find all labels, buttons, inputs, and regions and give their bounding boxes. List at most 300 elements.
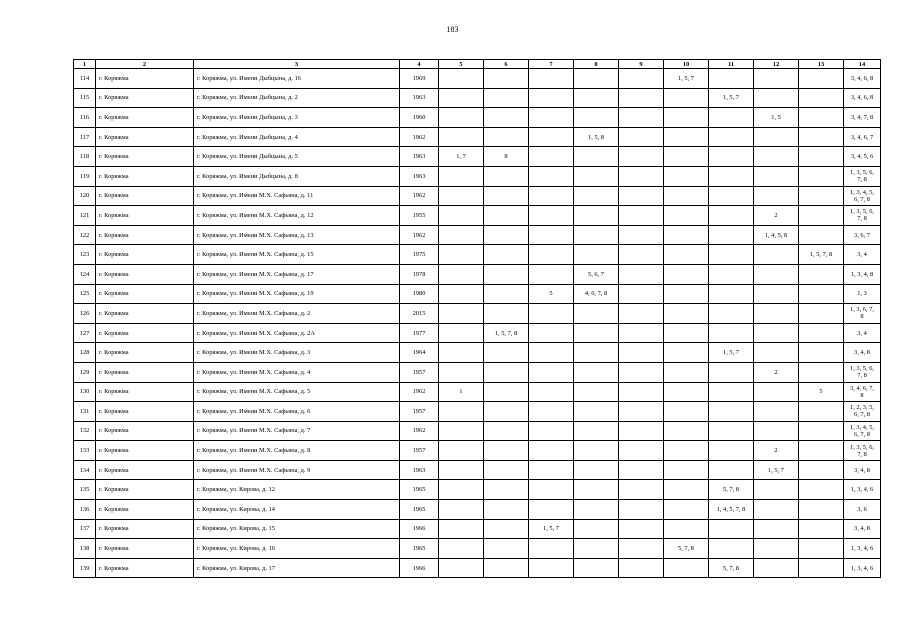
column-header-9: 9 — [619, 60, 664, 69]
table-cell-col13 — [799, 558, 844, 578]
column-header-6: 6 — [484, 60, 529, 69]
table-cell-col3: г. Коряжма, ул. Кирова, д. 12 — [194, 480, 400, 500]
table-cell-col4: 1962 — [400, 382, 439, 402]
table-cell-col2: г. Коряжма — [96, 147, 194, 167]
table-cell-col11 — [709, 304, 754, 324]
table-cell-col5 — [439, 343, 484, 363]
table-cell-col1: 128 — [74, 343, 96, 363]
column-header-1: 1 — [74, 60, 96, 69]
table-cell-col9 — [619, 519, 664, 539]
table-cell-col12 — [754, 323, 799, 343]
table-cell-col14: 3, 4 — [844, 323, 881, 343]
table-cell-col1: 132 — [74, 421, 96, 441]
table-cell-col7 — [529, 127, 574, 147]
table-cell-col3: г. Коряжма, ул. Имени М.Х. Сафьяна, д. 11 — [194, 186, 400, 206]
table-cell-col5 — [439, 127, 484, 147]
table-cell-col4: 1962 — [400, 186, 439, 206]
table-cell-col12 — [754, 69, 799, 89]
table-cell-col12 — [754, 304, 799, 324]
table-cell-col14: 1, 3, 4, 8 — [844, 264, 881, 284]
table-cell-col11 — [709, 323, 754, 343]
table-cell-col12: 2 — [754, 441, 799, 461]
table-cell-col2: г. Коряжма — [96, 362, 194, 382]
table-cell-col9 — [619, 323, 664, 343]
table-cell-col1: 134 — [74, 460, 96, 480]
table-cell-col10 — [664, 304, 709, 324]
table-cell-col13: 1, 5, 7, 8 — [799, 245, 844, 265]
table-cell-col13 — [799, 284, 844, 304]
table-cell-col3: г. Коряжма, ул. Имени М.Х. Сафьяна, д. 13 — [194, 225, 400, 245]
table-cell-col2: г. Коряжма — [96, 88, 194, 108]
table-cell-col11 — [709, 108, 754, 128]
table-cell-col8 — [574, 147, 619, 167]
table-cell-col14: 1, 3, 6, 7, 8 — [844, 304, 881, 324]
table-cell-col1: 121 — [74, 206, 96, 226]
table-cell-col2: г. Коряжма — [96, 519, 194, 539]
table-cell-col14: 1, 3 — [844, 284, 881, 304]
table-cell-col6 — [484, 402, 529, 422]
table-cell-col1: 133 — [74, 441, 96, 461]
table-cell-col7 — [529, 421, 574, 441]
table-cell-col4: 2015 — [400, 304, 439, 324]
table-cell-col10 — [664, 480, 709, 500]
table-cell-col6 — [484, 225, 529, 245]
table-cell-col14: 3, 6 — [844, 500, 881, 520]
table-cell-col13 — [799, 441, 844, 461]
table-cell-col7 — [529, 500, 574, 520]
table-cell-col3: г. Коряжма, ул. Имени М.Х. Сафьяна, д. 2А — [194, 323, 400, 343]
table-cell-col4: 1962 — [400, 127, 439, 147]
table-cell-col8 — [574, 480, 619, 500]
table-cell-col1: 120 — [74, 186, 96, 206]
table-row — [74, 245, 881, 265]
table-cell-col9 — [619, 69, 664, 89]
table-cell-col2: г. Коряжма — [96, 284, 194, 304]
table-cell-col8 — [574, 88, 619, 108]
table-cell-col8 — [574, 441, 619, 461]
table-cell-col3: г. Коряжма, ул. Имени Дыбцына, д. 16 — [194, 69, 400, 89]
table-cell-col10 — [664, 343, 709, 363]
table-cell-col10 — [664, 147, 709, 167]
table-cell-col8: 4, 6, 7, 8 — [574, 284, 619, 304]
table-cell-col3: г. Коряжма, ул. Имени М.Х. Сафьяна, д. 4 — [194, 362, 400, 382]
table-cell-col4: 1966 — [400, 558, 439, 578]
table-cell-col5 — [439, 88, 484, 108]
table-cell-col5 — [439, 304, 484, 324]
table-cell-col9 — [619, 460, 664, 480]
table-row — [74, 500, 881, 520]
table-cell-col5 — [439, 69, 484, 89]
table-cell-col2: г. Коряжма — [96, 558, 194, 578]
table-cell-col12: 1, 4, 5, 8 — [754, 225, 799, 245]
table-cell-col13 — [799, 225, 844, 245]
table-cell-col1: 118 — [74, 147, 96, 167]
table-cell-col4: 1960 — [400, 108, 439, 128]
table-cell-col5 — [439, 558, 484, 578]
table-row — [74, 206, 881, 226]
table-cell-col5 — [439, 480, 484, 500]
table-cell-col8 — [574, 500, 619, 520]
table-cell-col9 — [619, 245, 664, 265]
table-cell-col1: 127 — [74, 323, 96, 343]
table-cell-col1: 130 — [74, 382, 96, 402]
table-cell-col12: 2 — [754, 362, 799, 382]
table-cell-col6 — [484, 382, 529, 402]
table-cell-col8 — [574, 460, 619, 480]
table-cell-col5 — [439, 519, 484, 539]
table-cell-col13 — [799, 519, 844, 539]
table-cell-col14: 3, 4, 6, 7 — [844, 127, 881, 147]
table-cell-col10 — [664, 225, 709, 245]
table-cell-col2: г. Коряжма — [96, 108, 194, 128]
table-cell-col4: 1980 — [400, 284, 439, 304]
table-cell-col7 — [529, 362, 574, 382]
table-cell-col14: 1, 3, 4, 6 — [844, 558, 881, 578]
table-cell-col4: 1962 — [400, 225, 439, 245]
table-cell-col10 — [664, 519, 709, 539]
table-cell-col13 — [799, 264, 844, 284]
table-row — [74, 284, 881, 304]
table-cell-col11 — [709, 519, 754, 539]
table-cell-col14: 1, 3, 5, 6, 7, 8 — [844, 206, 881, 226]
table-cell-col6 — [484, 264, 529, 284]
table-cell-col12 — [754, 539, 799, 559]
table-cell-col6 — [484, 539, 529, 559]
column-header-3: 3 — [194, 60, 400, 69]
table-cell-col1: 136 — [74, 500, 96, 520]
table-cell-col13 — [799, 186, 844, 206]
table-cell-col10 — [664, 245, 709, 265]
table-cell-col13: 5 — [799, 382, 844, 402]
table-cell-col2: г. Коряжма — [96, 304, 194, 324]
table-cell-col2: г. Коряжма — [96, 460, 194, 480]
table-cell-col12: 1, 5 — [754, 108, 799, 128]
table-cell-col14: 1, 3, 4, 5, 6, 7, 8 — [844, 186, 881, 206]
table-cell-col10 — [664, 500, 709, 520]
table-cell-col4: 1965 — [400, 500, 439, 520]
table-cell-col13 — [799, 323, 844, 343]
table-row — [74, 382, 881, 402]
table-cell-col12 — [754, 264, 799, 284]
table-cell-col8 — [574, 245, 619, 265]
table-cell-col12 — [754, 127, 799, 147]
table-cell-col1: 116 — [74, 108, 96, 128]
table-cell-col11 — [709, 539, 754, 559]
table-cell-col7 — [529, 304, 574, 324]
table-cell-col9 — [619, 304, 664, 324]
column-header-12: 12 — [754, 60, 799, 69]
table-cell-col5 — [439, 421, 484, 441]
table-cell-col11 — [709, 362, 754, 382]
table-cell-col9 — [619, 225, 664, 245]
table-cell-col8 — [574, 519, 619, 539]
table-cell-col13 — [799, 166, 844, 186]
table-cell-col8: 1, 5, 8 — [574, 127, 619, 147]
table-cell-col5 — [439, 245, 484, 265]
table-cell-col6 — [484, 284, 529, 304]
table-cell-col12 — [754, 245, 799, 265]
table-cell-col11 — [709, 69, 754, 89]
table-cell-col4: 1965 — [400, 539, 439, 559]
table-cell-col2: г. Коряжма — [96, 323, 194, 343]
table-cell-col3: г. Коряжма, ул. Имени Дыбцына, д. 4 — [194, 127, 400, 147]
table-cell-col5 — [439, 362, 484, 382]
table-cell-col10 — [664, 166, 709, 186]
table-cell-col7 — [529, 460, 574, 480]
table-cell-col4: 1964 — [400, 343, 439, 363]
table-cell-col6 — [484, 480, 529, 500]
table-cell-col9 — [619, 558, 664, 578]
table-cell-col13 — [799, 460, 844, 480]
table-cell-col8 — [574, 166, 619, 186]
table-cell-col9 — [619, 88, 664, 108]
table-cell-col1: 124 — [74, 264, 96, 284]
table-cell-col13 — [799, 500, 844, 520]
table-cell-col9 — [619, 343, 664, 363]
table-cell-col11 — [709, 421, 754, 441]
table-cell-col10: 1, 5, 7 — [664, 69, 709, 89]
table-row — [74, 88, 881, 108]
table-cell-col1: 137 — [74, 519, 96, 539]
table-cell-col9 — [619, 206, 664, 226]
table-cell-col8 — [574, 402, 619, 422]
column-header-2: 2 — [96, 60, 194, 69]
table-cell-col6 — [484, 186, 529, 206]
table-cell-col6 — [484, 206, 529, 226]
table-cell-col10 — [664, 402, 709, 422]
table-cell-col9 — [619, 402, 664, 422]
table-cell-col12 — [754, 166, 799, 186]
table-cell-col3: г. Коряжма, ул. Имени М.Х. Сафьяна, д. 3 — [194, 343, 400, 363]
table-cell-col5 — [439, 264, 484, 284]
table-cell-col9 — [619, 382, 664, 402]
table-cell-col6 — [484, 421, 529, 441]
table-cell-col14: 1, 3, 5, 6, 7, 8 — [844, 441, 881, 461]
table-row — [74, 519, 881, 539]
table-cell-col7 — [529, 108, 574, 128]
table-cell-col12: 1, 5, 7 — [754, 460, 799, 480]
table-cell-col2: г. Коряжма — [96, 69, 194, 89]
table-row — [74, 343, 881, 363]
table-cell-col5 — [439, 166, 484, 186]
table-row — [74, 421, 881, 441]
table-cell-col10: 5, 7, 8 — [664, 539, 709, 559]
column-header-4: 4 — [400, 60, 439, 69]
table-cell-col7 — [529, 245, 574, 265]
table-cell-col8: 5, 6, 7 — [574, 264, 619, 284]
table-row — [74, 558, 881, 578]
table-cell-col6 — [484, 245, 529, 265]
table-cell-col14: 1, 3, 5, 6, 7, 8 — [844, 362, 881, 382]
table-cell-col10 — [664, 186, 709, 206]
table-cell-col7 — [529, 147, 574, 167]
table-cell-col1: 114 — [74, 69, 96, 89]
table-cell-col14: 1, 3, 4, 5, 6, 7, 8 — [844, 421, 881, 441]
table-cell-col6 — [484, 108, 529, 128]
table-cell-col13 — [799, 304, 844, 324]
table-cell-col10 — [664, 362, 709, 382]
table-cell-col4: 1963 — [400, 166, 439, 186]
table-cell-col9 — [619, 284, 664, 304]
table-cell-col6 — [484, 362, 529, 382]
table-cell-col5: 1 — [439, 382, 484, 402]
table-cell-col14: 3, 4 — [844, 245, 881, 265]
table-cell-col1: 138 — [74, 539, 96, 559]
table-cell-col8 — [574, 108, 619, 128]
table-cell-col7: 1, 5, 7 — [529, 519, 574, 539]
table-row — [74, 127, 881, 147]
table-cell-col8 — [574, 558, 619, 578]
table-cell-col4: 1963 — [400, 88, 439, 108]
table-cell-col13 — [799, 69, 844, 89]
table-cell-col2: г. Коряжма — [96, 441, 194, 461]
table-cell-col4: 1965 — [400, 480, 439, 500]
table-cell-col6 — [484, 500, 529, 520]
table-cell-col7: 5 — [529, 284, 574, 304]
table-cell-col8 — [574, 421, 619, 441]
table-cell-col3: г. Коряжма, ул. Имени М.Х. Сафьяна, д. 19 — [194, 284, 400, 304]
table-cell-col10 — [664, 421, 709, 441]
table-cell-col7 — [529, 441, 574, 461]
table-cell-col7 — [529, 186, 574, 206]
table-cell-col14: 3, 4, 6, 8 — [844, 69, 881, 89]
table-cell-col10 — [664, 558, 709, 578]
table-cell-col4: 1975 — [400, 245, 439, 265]
table-cell-col10 — [664, 127, 709, 147]
table-cell-col13 — [799, 127, 844, 147]
header-row — [74, 60, 881, 69]
column-header-8: 8 — [574, 60, 619, 69]
table-cell-col13 — [799, 480, 844, 500]
table-cell-col11 — [709, 402, 754, 422]
table-cell-col4: 1957 — [400, 441, 439, 461]
table-row — [74, 323, 881, 343]
table-cell-col1: 117 — [74, 127, 96, 147]
table-cell-col11 — [709, 264, 754, 284]
table-cell-col4: 1955 — [400, 206, 439, 226]
table-cell-col10 — [664, 284, 709, 304]
table-cell-col2: г. Коряжма — [96, 500, 194, 520]
table-cell-col4: 1966 — [400, 519, 439, 539]
table-cell-col10 — [664, 382, 709, 402]
table-cell-col1: 126 — [74, 304, 96, 324]
table-cell-col8 — [574, 382, 619, 402]
table-cell-col13 — [799, 421, 844, 441]
table-cell-col1: 139 — [74, 558, 96, 578]
table-cell-col12 — [754, 558, 799, 578]
table-cell-col7 — [529, 69, 574, 89]
table-cell-col8 — [574, 69, 619, 89]
table-cell-col11 — [709, 225, 754, 245]
table-cell-col4: 1963 — [400, 147, 439, 167]
table-cell-col13 — [799, 206, 844, 226]
table-row — [74, 460, 881, 480]
table-cell-col7 — [529, 539, 574, 559]
table-cell-col2: г. Коряжма — [96, 206, 194, 226]
table-cell-col12 — [754, 186, 799, 206]
table-cell-col9 — [619, 108, 664, 128]
table-cell-col14: 1, 2, 3, 5, 6, 7, 8 — [844, 402, 881, 422]
table-cell-col6 — [484, 166, 529, 186]
table-body — [74, 69, 881, 578]
table-cell-col8 — [574, 343, 619, 363]
table-cell-col14: 3, 4, 8 — [844, 460, 881, 480]
table-cell-col11: 5, 7, 8 — [709, 558, 754, 578]
table-cell-col11 — [709, 284, 754, 304]
table-cell-col5 — [439, 284, 484, 304]
table-row — [74, 108, 881, 128]
table-cell-col6 — [484, 519, 529, 539]
column-header-7: 7 — [529, 60, 574, 69]
table-cell-col6 — [484, 343, 529, 363]
table-cell-col11 — [709, 460, 754, 480]
table-cell-col8 — [574, 362, 619, 382]
table-cell-col4: 1977 — [400, 323, 439, 343]
column-header-14: 14 — [844, 60, 881, 69]
table-cell-col14: 1, 3, 4, 6 — [844, 539, 881, 559]
table-cell-col7 — [529, 343, 574, 363]
table-cell-col7 — [529, 382, 574, 402]
table-cell-col3: г. Коряжма, ул. Имени М.Х. Сафьяна, д. 6 — [194, 402, 400, 422]
table-cell-col6 — [484, 304, 529, 324]
table-cell-col11 — [709, 382, 754, 402]
table-cell-col1: 125 — [74, 284, 96, 304]
table-cell-col3: г. Коряжма, ул. Имени М.Х. Сафьяна, д. 2 — [194, 304, 400, 324]
table-cell-col9 — [619, 127, 664, 147]
page-number: 183 — [446, 25, 459, 34]
table-cell-col12 — [754, 402, 799, 422]
table-cell-col2: г. Коряжма — [96, 127, 194, 147]
table-cell-col10 — [664, 460, 709, 480]
table-cell-col5 — [439, 108, 484, 128]
table-cell-col7 — [529, 206, 574, 226]
table-cell-col12 — [754, 88, 799, 108]
table-cell-col9 — [619, 480, 664, 500]
table-cell-col3: г. Коряжма, ул. Имени М.Х. Сафьяна, д. 12 — [194, 206, 400, 226]
table-cell-col1: 135 — [74, 480, 96, 500]
table-row — [74, 166, 881, 186]
table-cell-col9 — [619, 500, 664, 520]
table-cell-col13 — [799, 108, 844, 128]
table-cell-col3: г. Коряжма, ул. Имени М.Х. Сафьяна, д. 9 — [194, 460, 400, 480]
table-cell-col12 — [754, 343, 799, 363]
table-cell-col14: 3, 4, 6, 7, 8 — [844, 382, 881, 402]
table-cell-col7 — [529, 166, 574, 186]
table-cell-col11 — [709, 166, 754, 186]
table-cell-col3: г. Коряжма, ул. Кирова, д. 14 — [194, 500, 400, 520]
table-cell-col4: 1963 — [400, 460, 439, 480]
table-cell-col1: 115 — [74, 88, 96, 108]
table-cell-col8 — [574, 304, 619, 324]
table-row — [74, 186, 881, 206]
table-cell-col3: г. Коряжма, ул. Имени М.Х. Сафьяна, д. 8 — [194, 441, 400, 461]
table-cell-col1: 119 — [74, 166, 96, 186]
table-cell-col5 — [439, 460, 484, 480]
table-cell-col14: 3, 4, 7, 8 — [844, 108, 881, 128]
table-cell-col3: г. Коряжма, ул. Имени Дыбцына, д. 3 — [194, 108, 400, 128]
table-cell-col6 — [484, 127, 529, 147]
table-cell-col12 — [754, 519, 799, 539]
table-cell-col14: 1, 3, 4, 6 — [844, 480, 881, 500]
table-cell-col7 — [529, 323, 574, 343]
table-cell-col5 — [439, 441, 484, 461]
table-cell-col10 — [664, 88, 709, 108]
table-cell-col12 — [754, 421, 799, 441]
table-cell-col11 — [709, 441, 754, 461]
table-cell-col4: 1957 — [400, 362, 439, 382]
table-cell-col6 — [484, 69, 529, 89]
table-cell-col2: г. Коряжма — [96, 402, 194, 422]
